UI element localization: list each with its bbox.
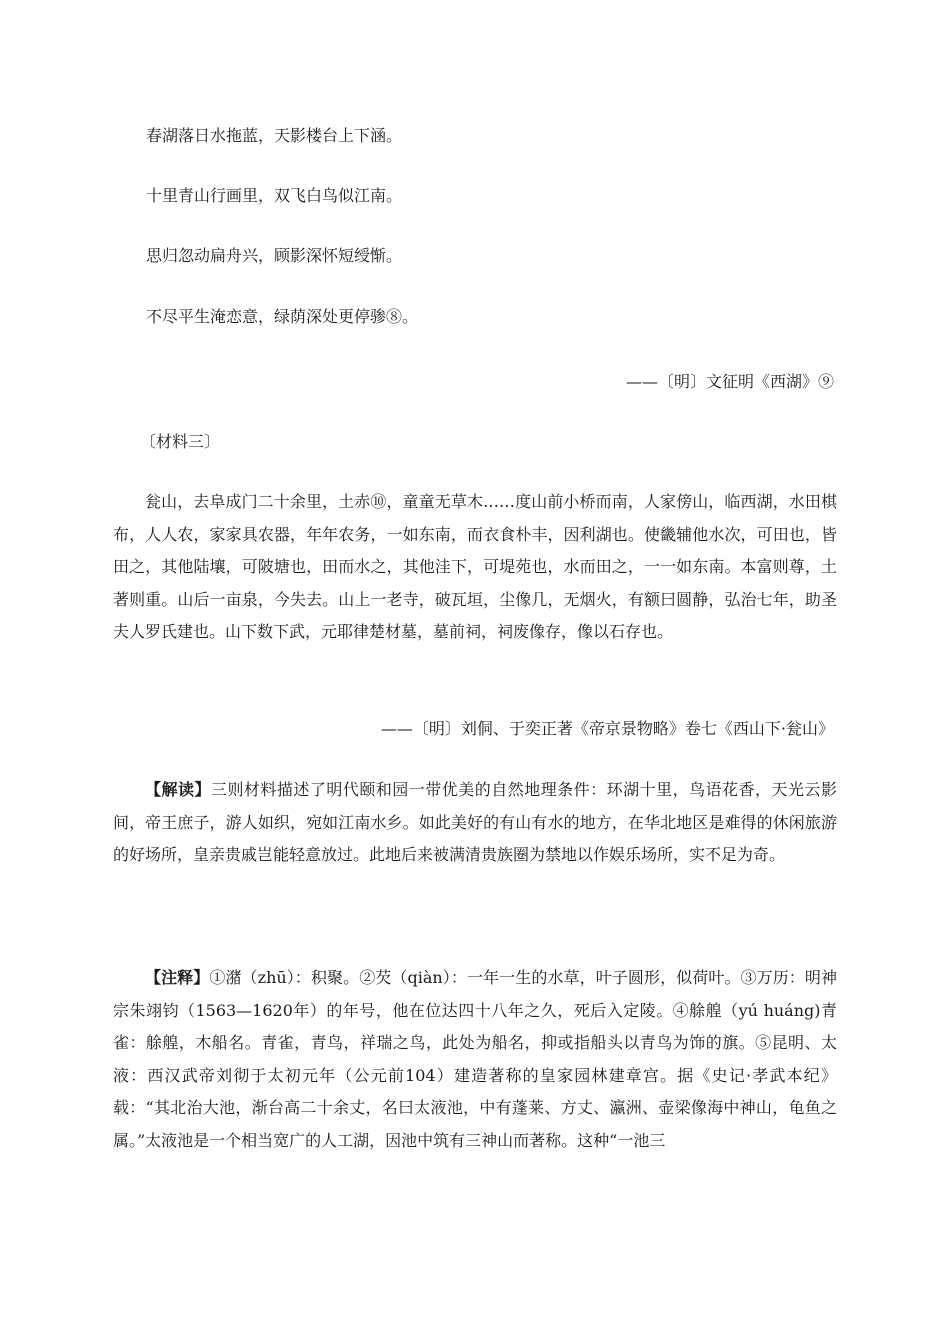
poem-line-1: 春湖落日水拖蓝，天影楼台上下涵。 xyxy=(146,126,403,145)
poem-line-2: 十里青山行画里，双飞白鸟似江南。 xyxy=(146,186,403,205)
interpretation-paragraph xyxy=(113,774,837,872)
poem-line-3: 思归忽动扁舟兴，顾影深怀短绶惭。 xyxy=(146,246,403,265)
notes-paragraph xyxy=(113,962,837,1157)
poem-line-4: 不尽平生淹恋意，绿荫深处更停骖⑧。 xyxy=(146,307,419,326)
poem-attribution: ——〔明〕文征明《西湖》⑨ xyxy=(625,372,834,391)
material3-body: 瓮山，去阜成门二十余里，土赤⑩，童童无草木……度山前小桥而南，人家傍山，临西湖，水田棋布，人人农，家家具农器，年年农务，一如东南，而衣食朴丰，因利湖也。使畿辅他水次，可田也，皆田之，其他陆壤，可陂塘也，田而水之，其他洼下，可堤苑也，水而田之，一一如东南。本富则尊，土著则重。山后一亩泉，今失去。山上一老寺，破瓦垣，尘像几，无烟火，有额曰圆静，弘治七年，助圣夫人罗氏建也。山下数下武，元耶律楚材墓，墓前祠，祠废像存，像以石存也。 xyxy=(113,492,837,641)
interpretation-label: 【解读】 xyxy=(145,780,211,799)
material3-heading: 〔材料三〕 xyxy=(140,432,221,451)
interpretation-text: 三则材料描述了明代颐和园一带优美的自然地理条件：环湖十里，鸟语花香，天光云影间，帝王庶子，游人如织，宛如江南水乡。如此美好的有山有水的地方，在华北地区是难得的休闲旅游的好场所，皇亲贵戚岂能轻意放过。此地后来被满清贵族圈为禁地以作娱乐场所，实不足为奇。 xyxy=(113,780,837,864)
notes-text: ①潴（zhū）：积聚。②芡（qiàn）：一年一生的水草，叶子圆形，似荷叶。③万历：明神宗朱翊钧（1563—1620年）的年号，他在位达四十八年之久，死后入定陵。④艅艎（yú huáng)青雀：艅艎，木船名。青雀，青鸟，祥瑞之鸟，此处为船名，抑或指船头以青鸟为饰的旗。⑤昆明、太液：西汉武帝刘彻于太初元年（公元前104）建造著称的皇家园林建章宫。据《史记·孝武本纪》载：“其北治大池，渐台高二十余丈，名曰太液池，中有蓬莱、方丈、瀛洲、壶梁像海中神山，龟鱼之属。”太液池是一个相当宽广的人工湖，因池中筑有三神山而著称。这种“一池三 xyxy=(113,968,837,1150)
notes-label: 【注释】 xyxy=(145,968,210,987)
material3-attribution: ——〔明〕刘侗、于奕正著《帝京景物略》卷七《西山下·瓮山》 xyxy=(380,719,834,738)
